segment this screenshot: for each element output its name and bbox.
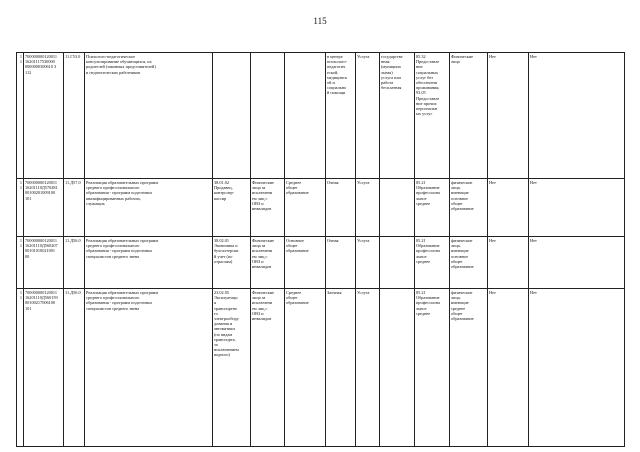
cell-line: лица за bbox=[252, 243, 266, 249]
cell-line: бухгалтерски bbox=[214, 248, 239, 254]
cell-line: образования - программ подготовки bbox=[86, 248, 152, 254]
cell-line: Образование bbox=[416, 243, 440, 249]
service-type-cell bbox=[356, 289, 380, 447]
row-number-cell: 11 bbox=[17, 179, 24, 237]
cell-line: консультирование обучающихся, их bbox=[86, 59, 152, 65]
flag-cell-2: Нет bbox=[529, 237, 625, 289]
cell-line: физические bbox=[451, 238, 473, 243]
cell-line: общее bbox=[451, 258, 463, 264]
education-level-cell bbox=[285, 289, 326, 447]
cell-line: 16201117530000 bbox=[25, 59, 55, 65]
cell-line: еской, bbox=[327, 69, 339, 75]
cell-line: контролер- bbox=[214, 190, 235, 196]
cell-line: услуга или bbox=[381, 74, 401, 80]
consumers-cell bbox=[450, 289, 488, 447]
cell-line: за bbox=[214, 342, 218, 348]
delivery-form-cell bbox=[326, 53, 356, 179]
cell-line: ОВЗ и bbox=[252, 310, 264, 316]
cell-line: Эксплуатаци bbox=[214, 295, 238, 301]
cell-line: служащих bbox=[86, 200, 105, 206]
cell-line: инвалидов bbox=[252, 206, 272, 212]
consumer-category-cell bbox=[251, 179, 285, 237]
cell-line: исключени bbox=[252, 190, 273, 196]
cell-line: основное bbox=[451, 253, 469, 259]
cell-line: водного) bbox=[214, 352, 230, 358]
cell-line: Физические bbox=[252, 290, 275, 295]
cell-line: льная) bbox=[381, 69, 393, 75]
cell-line: 700000000120011 bbox=[25, 54, 58, 59]
cell-line: льное bbox=[416, 253, 427, 259]
cell-line: психолого- bbox=[327, 59, 348, 65]
cell-line: 16201110Д570281 bbox=[25, 185, 58, 191]
cell-line: 00 bbox=[25, 253, 30, 259]
cell-line: проживания; bbox=[416, 85, 440, 91]
page-number: 115 bbox=[313, 16, 327, 26]
delivery-form-cell bbox=[326, 237, 356, 289]
cell-line: среднее bbox=[416, 200, 431, 206]
cell-line: услуг без bbox=[416, 74, 433, 80]
cell-line: профессиона bbox=[416, 248, 440, 254]
payment-cell bbox=[380, 237, 415, 289]
cell-line: Среднее bbox=[286, 290, 302, 295]
delivery-form-cell bbox=[326, 289, 356, 447]
cell-line: лица, bbox=[451, 295, 461, 301]
cell-line: Услуга bbox=[357, 290, 370, 295]
okved-cell bbox=[415, 53, 450, 179]
registry-number-cell bbox=[24, 237, 64, 289]
cell-line: социально bbox=[327, 85, 347, 91]
cell-line: образование bbox=[451, 316, 474, 322]
cell-line: транспортно bbox=[214, 305, 238, 311]
cell-line: ых услуг bbox=[416, 111, 433, 117]
consumer-category-cell bbox=[251, 53, 285, 179]
cell-line: специалистов среднего звена bbox=[86, 305, 140, 311]
cell-line: льное bbox=[416, 195, 427, 201]
okved-cell bbox=[415, 179, 450, 237]
payment-cell bbox=[380, 179, 415, 237]
flag-cell-1: Нет bbox=[488, 289, 529, 447]
consumer-category-cell bbox=[251, 289, 285, 447]
cell-line: Очная bbox=[327, 180, 339, 185]
row-number-cell: 11 bbox=[17, 53, 24, 179]
cell-line: 85.21 bbox=[416, 180, 426, 185]
cell-line: льное bbox=[416, 305, 427, 311]
cell-line: 16201110Д560159 bbox=[25, 295, 58, 301]
cell-line: и педагогических работников bbox=[86, 69, 141, 75]
cell-line: образование bbox=[451, 264, 474, 270]
cell-line: 112 bbox=[25, 69, 32, 75]
flag-cell-2: Нет bbox=[529, 289, 625, 447]
cell-line: образование bbox=[286, 248, 309, 254]
cell-line: имеющие bbox=[451, 248, 469, 254]
cell-line: 700000000120011 bbox=[25, 180, 58, 185]
cell-line: лица за bbox=[252, 185, 266, 191]
cell-line: Физические bbox=[451, 54, 474, 59]
cell-line: 16201110Д560207 bbox=[25, 243, 58, 249]
cell-line: среднее bbox=[451, 305, 466, 311]
okved-cell bbox=[415, 237, 450, 289]
cell-line: 85.21 bbox=[416, 238, 426, 243]
service-code-cell: 11.Г53.0 bbox=[64, 53, 85, 179]
flag-cell-1: Нет bbox=[488, 53, 529, 179]
cell-line: транспорта, bbox=[214, 336, 236, 342]
cell-line: автоматики bbox=[214, 326, 235, 332]
cell-line: го bbox=[214, 310, 218, 316]
cell-line: (по видам bbox=[214, 331, 233, 337]
service-code-cell: 11.Д56.0 bbox=[64, 289, 85, 447]
cell-line: Образование bbox=[416, 295, 440, 301]
cell-line: Услуга bbox=[357, 238, 370, 243]
registry-number-cell bbox=[24, 179, 64, 237]
service-type-cell bbox=[356, 53, 380, 179]
cell-line: Продавец, bbox=[214, 185, 233, 191]
cell-line: электрообору bbox=[214, 316, 239, 322]
consumers-cell bbox=[450, 237, 488, 289]
cell-line: среднее bbox=[416, 258, 431, 264]
cell-line: 38.02.01 bbox=[214, 238, 230, 243]
cell-line: 101 bbox=[25, 195, 32, 201]
cell-line: исключени bbox=[252, 248, 273, 254]
cell-line: ние прочих bbox=[416, 100, 437, 106]
cell-line: Физические bbox=[252, 180, 275, 185]
cell-line: общее bbox=[286, 295, 298, 301]
cell-line: медицинск bbox=[327, 74, 347, 80]
row-number-cell: 11 bbox=[17, 237, 24, 289]
cell-line: исключением bbox=[214, 347, 239, 353]
flag-cell-2: Нет bbox=[529, 179, 625, 237]
cell-line: образование bbox=[286, 300, 309, 306]
cell-line: дования и bbox=[214, 321, 233, 327]
row-number-cell: 11 bbox=[17, 289, 24, 447]
cell-line: й помощи bbox=[327, 90, 346, 96]
cell-line: образования - программ подготовки bbox=[86, 300, 152, 306]
cell-line: инвалидов bbox=[252, 316, 272, 322]
registry-number-cell bbox=[24, 289, 64, 447]
cell-line: Услуга bbox=[357, 180, 370, 185]
service-code-cell: 11.Д57.0 bbox=[64, 179, 85, 237]
cell-line: Услуга bbox=[357, 54, 370, 59]
cell-line: исключени bbox=[252, 300, 273, 306]
cell-line: 00100201009100 bbox=[25, 190, 56, 196]
cell-line: имеющие bbox=[451, 300, 469, 306]
cell-line: кассир bbox=[214, 195, 227, 201]
cell-line: государстве bbox=[381, 54, 403, 59]
cell-line: квалифицированных рабочих, bbox=[86, 195, 141, 201]
cell-line: ние bbox=[416, 64, 423, 70]
delivery-form-cell bbox=[326, 179, 356, 237]
cell-line: специалистов среднего звена bbox=[86, 253, 140, 259]
flag-cell-1: Нет bbox=[488, 179, 529, 237]
cell-line: лица за bbox=[252, 295, 266, 301]
registry-number-cell bbox=[24, 53, 64, 179]
education-level-cell bbox=[285, 53, 326, 179]
cell-line: Основное bbox=[286, 238, 304, 243]
cell-line: 101 bbox=[25, 305, 32, 311]
cell-line: Предоставле bbox=[416, 59, 440, 65]
cell-line: Образование bbox=[416, 185, 440, 191]
service-name-cell bbox=[85, 179, 213, 237]
cell-line: имеющие bbox=[451, 190, 469, 196]
table-row bbox=[17, 237, 625, 289]
cell-line: профессиона bbox=[416, 190, 440, 196]
cell-line: ем лиц с bbox=[252, 253, 268, 259]
cell-line: среднего профессионального bbox=[86, 243, 140, 249]
cell-line: й учет (по bbox=[214, 253, 233, 259]
cell-line: 23.02.05 bbox=[214, 290, 230, 295]
service-name-cell bbox=[85, 237, 213, 289]
cell-line: Реализация образовательных программ bbox=[86, 238, 159, 243]
cell-line: нная bbox=[381, 59, 390, 65]
cell-line: я bbox=[214, 300, 216, 306]
cell-line: Психолого-педагогическое bbox=[86, 54, 136, 59]
cell-line: лица bbox=[451, 59, 460, 65]
cell-line: в центре bbox=[327, 54, 343, 59]
cell-line: социальных bbox=[416, 69, 439, 75]
cell-line: ОВЗ и bbox=[252, 258, 264, 264]
cell-line: Физические bbox=[252, 238, 275, 243]
cell-line: 0000000300610 3 bbox=[25, 64, 57, 70]
registry-table bbox=[16, 52, 625, 447]
cell-line: 93.05 bbox=[416, 90, 426, 96]
cell-line: общее bbox=[286, 243, 298, 249]
cell-line: среднее bbox=[416, 310, 431, 316]
consumer-category-cell bbox=[251, 237, 285, 289]
cell-line: среднего профессионального bbox=[86, 185, 140, 191]
consumers-cell bbox=[450, 179, 488, 237]
cell-line: Предоставле bbox=[416, 95, 440, 101]
cell-line: педагогич bbox=[327, 64, 346, 70]
cell-line: образование bbox=[451, 206, 474, 212]
cell-line: родителей (законных представителей) bbox=[86, 64, 156, 70]
service-code-cell: 11.Д56.0 bbox=[64, 237, 85, 289]
cell-line: 00100217006100 bbox=[25, 300, 56, 306]
specialty-cell bbox=[213, 179, 251, 237]
cell-line: Заочная bbox=[327, 290, 342, 295]
payment-cell bbox=[380, 289, 415, 447]
specialty-cell bbox=[213, 53, 251, 179]
cell-line: Реализация образовательных программ bbox=[86, 180, 159, 185]
education-level-cell bbox=[285, 237, 326, 289]
table-row bbox=[17, 179, 625, 237]
cell-line: образование bbox=[286, 190, 309, 196]
cell-line: ем лиц с bbox=[252, 195, 268, 201]
cell-line: физические bbox=[451, 290, 473, 295]
cell-line: ОВЗ и bbox=[252, 200, 264, 206]
flag-cell-2: Нет bbox=[529, 53, 625, 179]
cell-line: 85.32 bbox=[416, 54, 426, 59]
education-level-cell bbox=[285, 179, 326, 237]
cell-line: лица, bbox=[451, 185, 461, 191]
cell-line: образования - программ подготовки bbox=[86, 190, 152, 196]
cell-line: работа bbox=[381, 80, 394, 86]
cell-line: 700000000120011 bbox=[25, 238, 58, 243]
service-name-cell bbox=[85, 53, 213, 179]
service-name-cell bbox=[85, 289, 213, 447]
service-type-cell bbox=[356, 237, 380, 289]
cell-line: физические bbox=[451, 180, 473, 185]
cell-line: Реализация образовательных программ bbox=[86, 290, 159, 295]
cell-line: лица, bbox=[451, 243, 461, 249]
okved-cell bbox=[415, 289, 450, 447]
cell-line: (муниципа bbox=[381, 64, 401, 70]
cell-line: персональн bbox=[416, 106, 438, 112]
cell-line: обеспечени bbox=[416, 80, 437, 86]
cell-line: Среднее bbox=[286, 180, 302, 185]
cell-line: ем лиц с bbox=[252, 305, 268, 311]
cell-line: основное bbox=[451, 195, 469, 201]
cell-line: бесплатная bbox=[381, 85, 402, 91]
consumers-cell bbox=[450, 53, 488, 179]
cell-line: 85.21 bbox=[416, 290, 426, 295]
flag-cell-1: Нет bbox=[488, 237, 529, 289]
cell-line: инвалидов bbox=[252, 264, 272, 270]
cell-line: 00101010021001 bbox=[25, 248, 56, 254]
cell-line: ой и bbox=[327, 80, 335, 86]
payment-cell bbox=[380, 53, 415, 179]
table-row bbox=[17, 289, 625, 447]
cell-line: среднего профессионального bbox=[86, 295, 140, 301]
cell-line: профессиона bbox=[416, 300, 440, 306]
cell-line: 700000000120011 bbox=[25, 290, 58, 295]
service-type-cell bbox=[356, 179, 380, 237]
specialty-cell bbox=[213, 289, 251, 447]
cell-line: 38.01.02 bbox=[214, 180, 230, 185]
cell-line: общее bbox=[451, 310, 463, 316]
cell-line: Очная bbox=[327, 238, 339, 243]
cell-line: общее bbox=[451, 200, 463, 206]
cell-line: общее bbox=[286, 185, 298, 191]
cell-line: отраслям) bbox=[214, 258, 233, 264]
cell-line: Экономика и bbox=[214, 243, 238, 249]
specialty-cell bbox=[213, 237, 251, 289]
table-row bbox=[17, 53, 625, 179]
